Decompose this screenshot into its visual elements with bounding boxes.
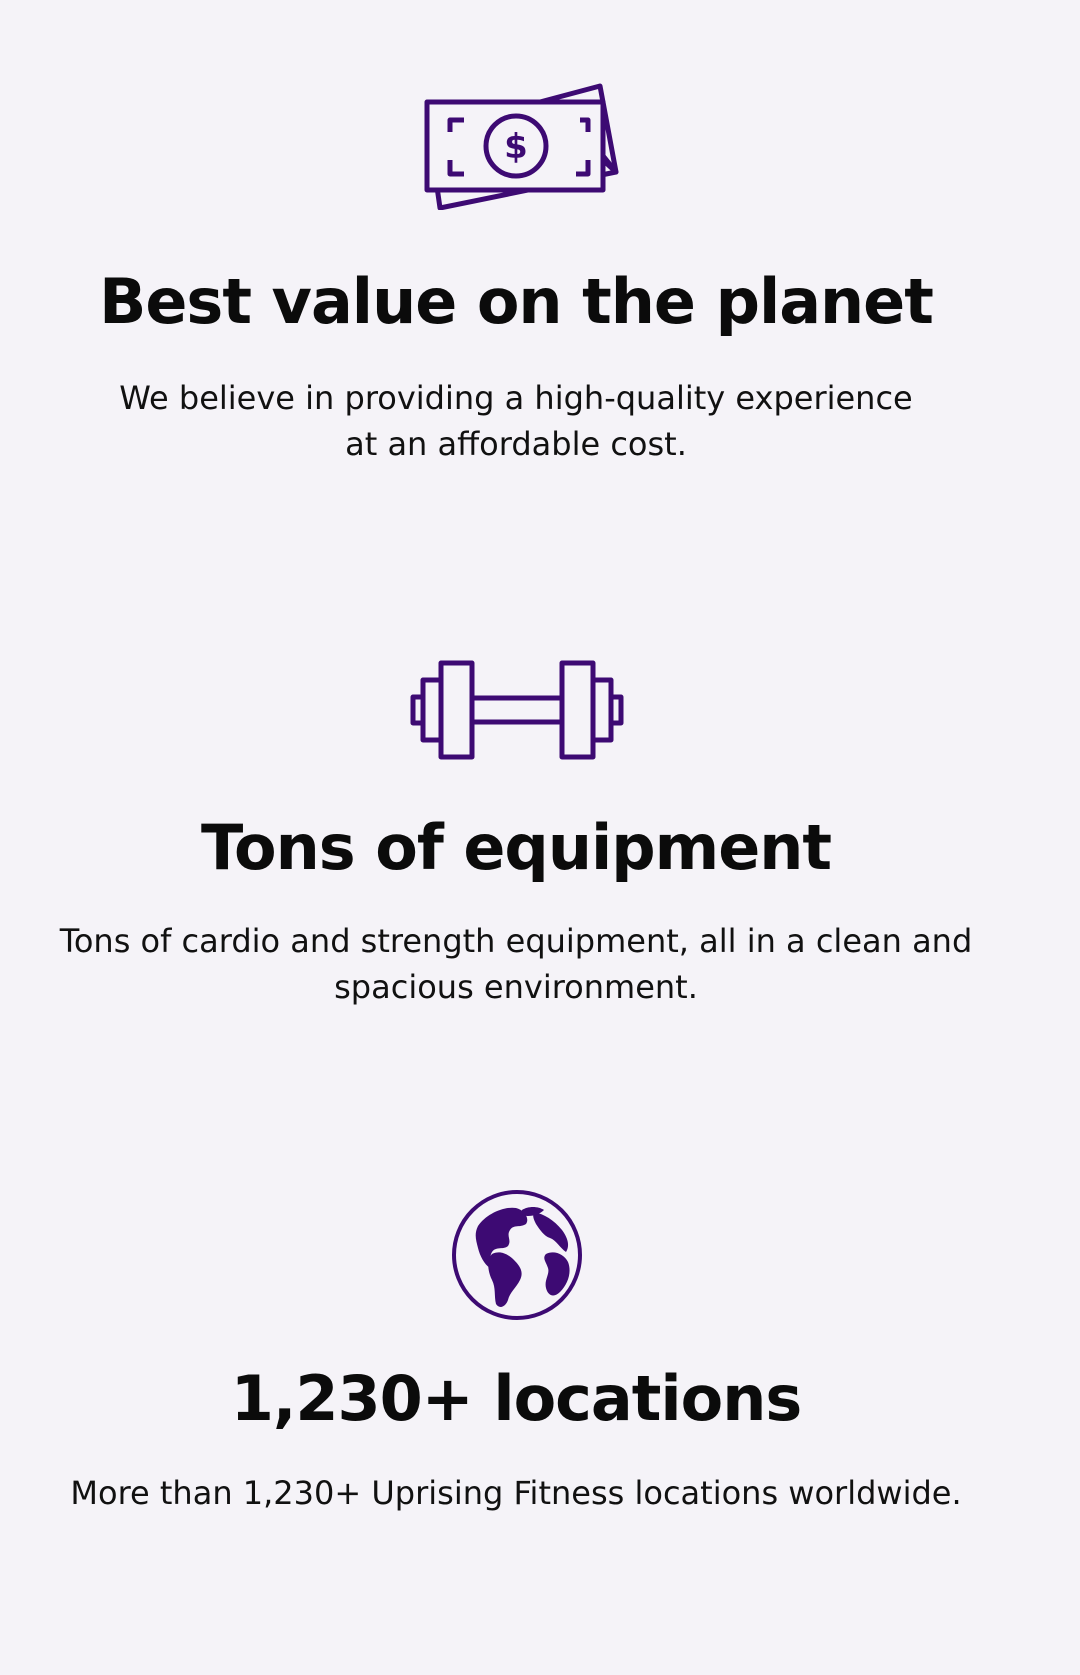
feature-title: Best value on the planet bbox=[99, 265, 933, 338]
description-line: More than 1,230+ Uprising Fitness locations worldwide. bbox=[70, 1474, 962, 1512]
description-line: Tons of cardio and strength equipment, all in a clean and bbox=[59, 922, 973, 960]
description-line: We believe in providing a high-quality experience bbox=[119, 379, 913, 417]
svg-text:$: $ bbox=[504, 127, 528, 167]
feature-title: Tons of equipment bbox=[200, 811, 832, 884]
description-line: spacious environment. bbox=[334, 968, 698, 1006]
globe-icon bbox=[450, 1188, 584, 1322]
feature-description bbox=[0, 1470, 1032, 1516]
description-line: at an affordable cost. bbox=[345, 425, 687, 463]
feature-title: 1,230+ locations bbox=[230, 1362, 802, 1435]
